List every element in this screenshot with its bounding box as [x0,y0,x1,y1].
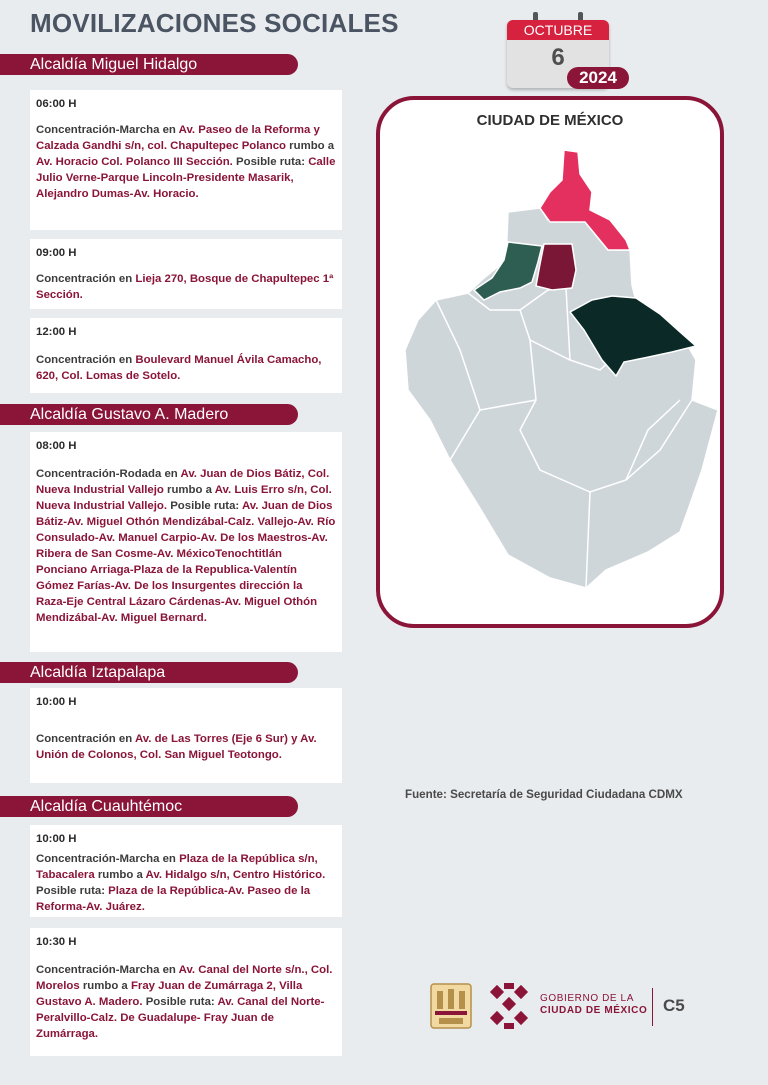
connector-text: rumbo a [163,484,215,496]
connector-text: en [115,733,135,745]
cdmx-map-frame [376,96,724,628]
logo-separator [652,988,653,1026]
section-iztapalapa: Alcaldía Iztapalapa [0,662,298,683]
connector-text: Posible ruta: [142,996,218,1008]
event-card [30,239,342,309]
event-location: Av. Canal del Norte s/n., Col. Morelos [36,964,333,992]
event-card [30,825,342,917]
event-time: 06:00 H [36,98,77,110]
source-note: Fuente: Secretaría de Seguridad Ciudadana CDMX [405,788,683,801]
event-card [30,432,342,652]
event-time: 10:00 H [36,696,77,708]
event-destination: Av. Horacio Col. Polanco III Sección. [36,156,233,168]
event-type: Concentración-Marcha [36,124,160,136]
event-location: Boulevard Manuel Ávila Camacho, 620, Col. Lomas de Sotelo. [36,354,322,382]
connector-text: Posible ruta: [232,156,309,168]
connector-text: rumbo a [94,869,146,881]
event-time: 10:30 H [36,936,77,948]
event-destination: Av. Hidalgo s/n, Centro Histórico. [145,869,326,881]
event-route: Calle Julio Verne-Parque Lincoln-Presidente Masarik, Alejandro Dumas-Av. Horacio. [36,156,336,200]
event-card [30,688,342,783]
connector-text: en [159,964,179,976]
event-type: Concentración [36,733,116,745]
section-cuauhtemoc: Alcaldía Cuauhtémoc [0,796,298,817]
event-route: Plaza de la República-Av. Paseo de la Reforma-Av. Juárez. [36,885,311,913]
event-location: Lieja 270, Bosque de Chapultepec 1ª Sección. [36,273,334,301]
event-type: Concentración-Marcha [36,964,160,976]
gov-line-2: CIUDAD DE MÉXICO [540,1005,648,1016]
c5-logo: C5 [663,996,685,1015]
event-route: Av. Juan de Dios Bátiz-Av. Miguel Othón Mendizábal-Calz. Vallejo-Av. Río Consulado-Av. Manuel Carpio-Av. De los Maestros-Av. Ribera de San Cosme-Av. MéxicoTenochtitlán Ponciano Arriaga-Plaza de la Republica-Valentín Gómez Farías-Av. De los Insurgentes dirección la Raza-Eje Central Lázaro Cárdenas-Av. Miguel Othón Mendizábal-Av. Miguel Bernard. [36,500,336,624]
connector-text: rumbo a [79,980,131,992]
section-miguel-hidalgo: Alcaldía Miguel Hidalgo [0,54,298,75]
connector-text: en [159,124,179,136]
section-gustavo-madero: Alcaldía Gustavo A. Madero [0,404,298,425]
event-route: Av. Canal del Norte-Peralvillo-Calz. De Guadalupe- Fray Juan de Zumárraga. [36,996,325,1040]
map-region-cuauhtemoc [536,244,576,290]
cdmx-map [380,100,720,624]
event-location: Av. de Las Torres (Eje 6 Sur) y Av. Unión de Colonos, Col. San Miguel Teotongo. [36,733,317,761]
event-location: Av. Paseo de la Reforma y Calzada Gandhi s/n, col. Chapultepec Polanco [36,124,320,152]
event-time: 10:00 H [36,833,77,845]
event-time: 12:00 H [36,326,77,338]
connector-text: en [161,468,181,480]
event-type: Concentración-Rodada [36,468,162,480]
event-type: Concentración-Marcha [36,853,160,865]
event-card [30,318,342,393]
connector-text: Posible ruta: [167,500,242,512]
map-title: CIUDAD DE MÉXICO [476,112,624,129]
event-card [30,928,342,1056]
event-time: 09:00 H [36,247,77,259]
calendar-year: 2024 [567,67,629,89]
page-title: MOVILIZACIONES SOCIALES [30,8,399,38]
calendar-badge [507,12,617,90]
event-destination: Av. Luis Erro s/n, Col. Nueva Industrial Vallejo. [36,484,332,512]
gov-line-1: GOBIERNO DE LA [540,993,634,1004]
cdmx-logo-icon [486,981,532,1031]
connector-text: rumbo a [286,140,335,152]
event-type: Concentración [36,273,116,285]
connector-text: Posible ruta: [36,885,109,897]
connector-text: en [115,273,136,285]
event-destination: Fray Juan de Zumárraga 2, Villa Gustavo A. Madero. [36,980,303,1008]
calendar-day: 6 [551,44,565,71]
calendar-month: OCTUBRE [507,20,609,40]
event-location: Plaza de la República s/n, Tabacalera [36,853,318,881]
cdmx-shield-icon [430,983,472,1029]
event-location: Av. Juan de Dios Bátiz, Col. Nueva Industrial Vallejo [36,468,330,496]
gov-cdmx-wordmark [540,993,647,1017]
connector-text: en [159,853,180,865]
event-card [30,90,342,230]
event-time: 08:00 H [36,440,77,452]
connector-text: en [115,354,136,366]
event-type: Concentración [36,354,116,366]
